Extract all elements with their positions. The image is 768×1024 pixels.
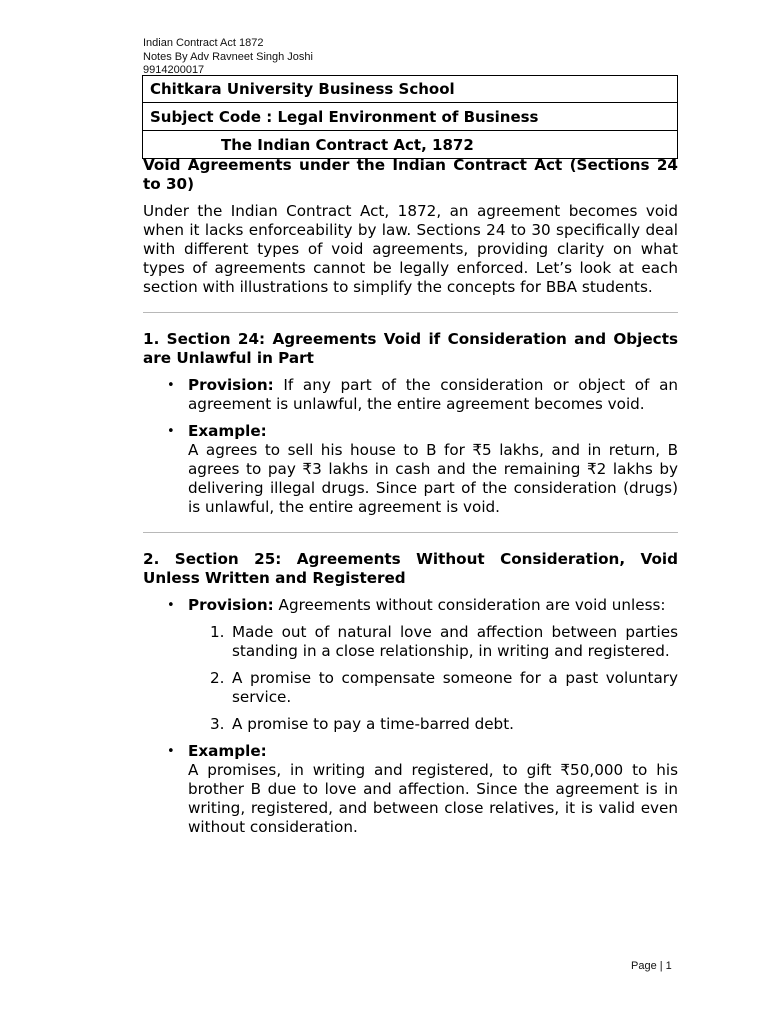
document-header xyxy=(143,37,313,78)
title-table xyxy=(142,75,678,159)
example-text: A agrees to sell his house to B for ₹5 lakhs, and in return, B agrees to pay ₹3 lakhs in cash and the remaining ₹2 lakhs by delivering illegal drugs. Since part of the consideration (drugs) is unlawful, the entire agreement is void. xyxy=(188,441,678,516)
section-title: 1. Section 24: Agreements Void if Consideration and Objects are Unlawful in Part xyxy=(143,330,678,367)
bullet-icon: • xyxy=(167,424,175,439)
header-line-title: Indian Contract Act 1872 xyxy=(143,37,264,49)
provision-label: Provision: xyxy=(188,376,274,394)
subject-code: Subject Code : Legal Environment of Business xyxy=(143,103,678,131)
act-title: The Indian Contract Act, 1872 xyxy=(143,131,678,159)
header-line-phone: 9914200017 xyxy=(143,64,205,76)
exception-text: A promise to pay a time-barred debt. xyxy=(232,715,514,733)
page-number: Page | 1 xyxy=(631,960,672,972)
intro-paragraph: Under the Indian Contract Act, 1872, an agreement becomes void when it lacks enforceability by law. Sections 24 to 30 specifically deal with different types of void agreements, providing clarity on what types of agreements cannot be legally enforced. Let’s look at each section with illustrations to simplify the concepts for BBA students. xyxy=(143,202,678,296)
section-divider xyxy=(143,532,678,533)
section-title: 2. Section 25: Agreements Without Consideration, Void Unless Written and Registered xyxy=(143,550,678,587)
bullet-icon: • xyxy=(167,598,175,613)
exception-text: Made out of natural love and affection between parties standing in a close relationship, in writing and registered. xyxy=(232,623,678,660)
header-line-author: Notes By Adv Ravneet Singh Joshi xyxy=(143,50,313,63)
provision-item xyxy=(167,596,678,734)
exception-list xyxy=(188,623,678,734)
section-bullets xyxy=(143,596,678,837)
bullet-icon: • xyxy=(167,744,175,759)
section-bullets xyxy=(143,376,678,517)
section-24 xyxy=(143,330,678,517)
list-number: 3. xyxy=(210,715,225,733)
list-number: 1. xyxy=(210,623,225,641)
exception-text: A promise to compensate someone for a past voluntary service. xyxy=(232,669,678,706)
exception-item xyxy=(210,715,678,734)
example-text: A promises, in writing and registered, to gift ₹50,000 to his brother B due to love and affection. Since the agreement is in writing, registered, and between close relatives, it is valid even without consideration. xyxy=(188,761,678,836)
list-number: 2. xyxy=(210,669,225,687)
exception-item xyxy=(210,669,678,707)
provision-text: If any part of the consideration or object of an agreement is unlawful, the entire agreement becomes void. xyxy=(188,376,678,413)
example-item xyxy=(167,422,678,517)
bullet-icon: • xyxy=(167,378,175,393)
section-25 xyxy=(143,550,678,837)
provision-item xyxy=(167,376,678,414)
university-name: Chitkara University Business School xyxy=(143,76,678,103)
section-divider xyxy=(143,312,678,313)
provision-label: Provision: xyxy=(188,596,274,614)
provision-text: Agreements without consideration are void unless: xyxy=(273,596,666,614)
example-label: Example: xyxy=(188,422,267,440)
document-body xyxy=(143,156,678,845)
main-heading: Void Agreements under the Indian Contract Act (Sections 24 to 30) xyxy=(143,156,678,193)
example-item xyxy=(167,742,678,837)
exception-item xyxy=(210,623,678,661)
example-label: Example: xyxy=(188,742,267,760)
